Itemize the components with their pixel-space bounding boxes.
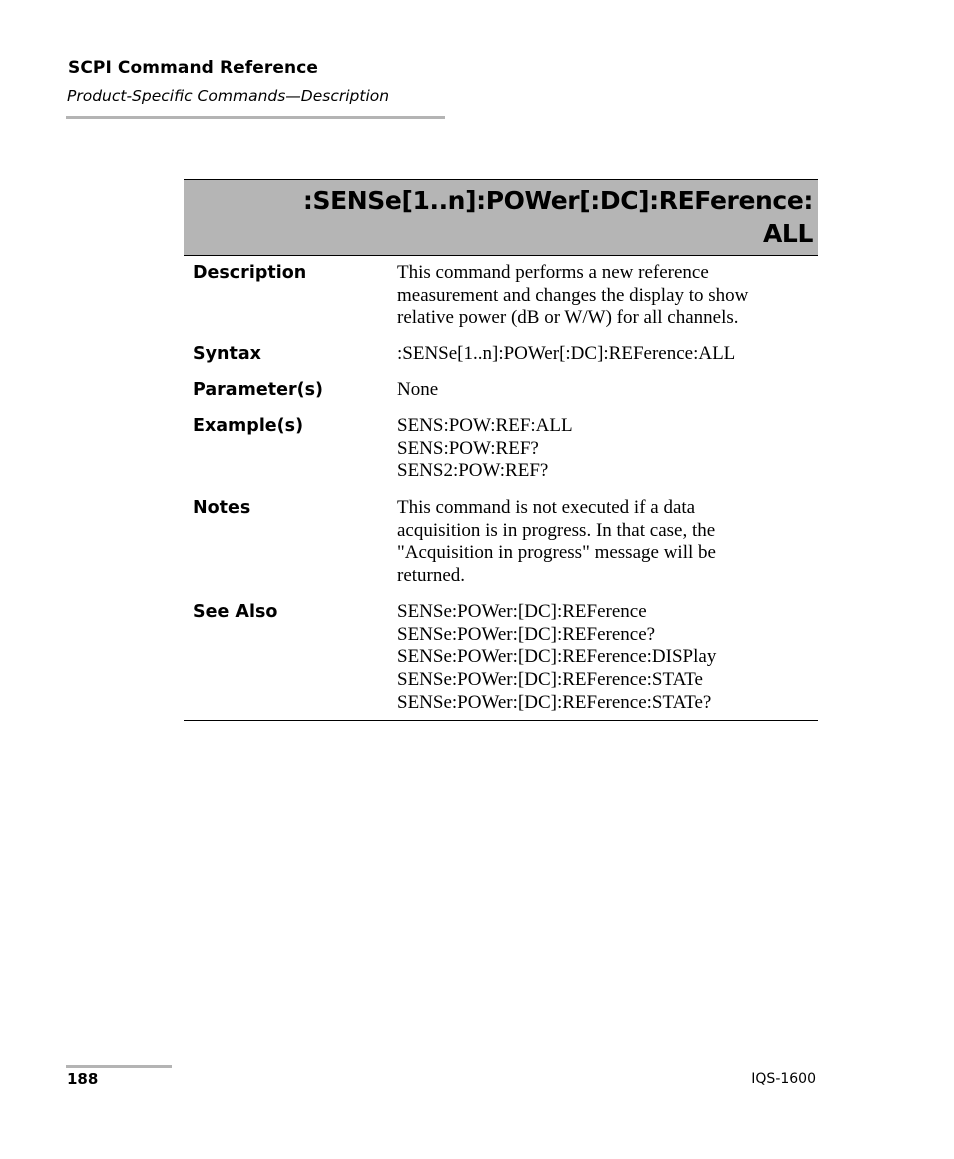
example-line: SENS:POW:REF? <box>397 437 539 459</box>
example-line: SENS2:POW:REF? <box>397 460 549 482</box>
description-line: measurement and changes the display to show <box>397 284 749 306</box>
header-divider <box>66 116 445 119</box>
field-label-syntax: Syntax <box>193 344 261 364</box>
field-label-notes: Notes <box>193 498 251 518</box>
see-also-link: SENSe:POWer:[DC]:REFerence:STATe? <box>397 691 712 713</box>
command-title-banner <box>184 179 818 256</box>
command-title <box>253 184 813 250</box>
section-title: SCPI Command Reference <box>68 58 319 78</box>
field-value-notes <box>397 497 817 588</box>
field-label-parameters: Parameter(s) <box>193 380 323 400</box>
parameters-line: None <box>397 379 439 400</box>
notes-line: "Acquisition in progress" message will be <box>397 542 716 564</box>
field-label-examples: Example(s) <box>193 416 304 436</box>
command-title-line-1: :SENSe[1..n]:POWer[:DC]:REFerence: <box>302 186 813 215</box>
section-subtitle: Product-Specific Commands—Description <box>67 87 390 105</box>
footer-divider <box>66 1065 172 1068</box>
notes-line: This command is not executed if a data <box>397 497 696 518</box>
field-value-syntax <box>397 343 817 366</box>
see-also-link: SENSe:POWer:[DC]:REFerence:STATe <box>397 669 703 691</box>
field-value-see-also <box>397 601 817 715</box>
command-title-line-2: ALL <box>762 219 813 248</box>
see-also-link: SENSe:POWer:[DC]:REFerence? <box>397 623 656 645</box>
field-value-examples <box>397 415 817 483</box>
see-also-link: SENSe:POWer:[DC]:REFerence:DISPlay <box>397 646 717 668</box>
field-value-description <box>397 262 817 330</box>
description-line: relative power (dB or W/W) for all channels. <box>397 307 739 329</box>
description-line: This command performs a new reference <box>397 262 709 283</box>
page-number: 188 <box>67 1070 99 1088</box>
see-also-link: SENSe:POWer:[DC]:REFerence <box>397 601 647 622</box>
notes-line: returned. <box>397 565 466 587</box>
notes-line: acquisition is in progress. In that case, the <box>397 519 716 541</box>
field-value-parameters <box>397 379 817 402</box>
table-bottom-rule <box>184 720 818 721</box>
example-line: SENS:POW:REF:ALL <box>397 415 573 436</box>
product-name: IQS-1600 <box>751 1071 816 1087</box>
field-label-see-also: See Also <box>193 602 278 622</box>
field-label-description: Description <box>193 263 307 283</box>
syntax-line: :SENSe[1..n]:POWer[:DC]:REFerence:ALL <box>397 343 736 364</box>
